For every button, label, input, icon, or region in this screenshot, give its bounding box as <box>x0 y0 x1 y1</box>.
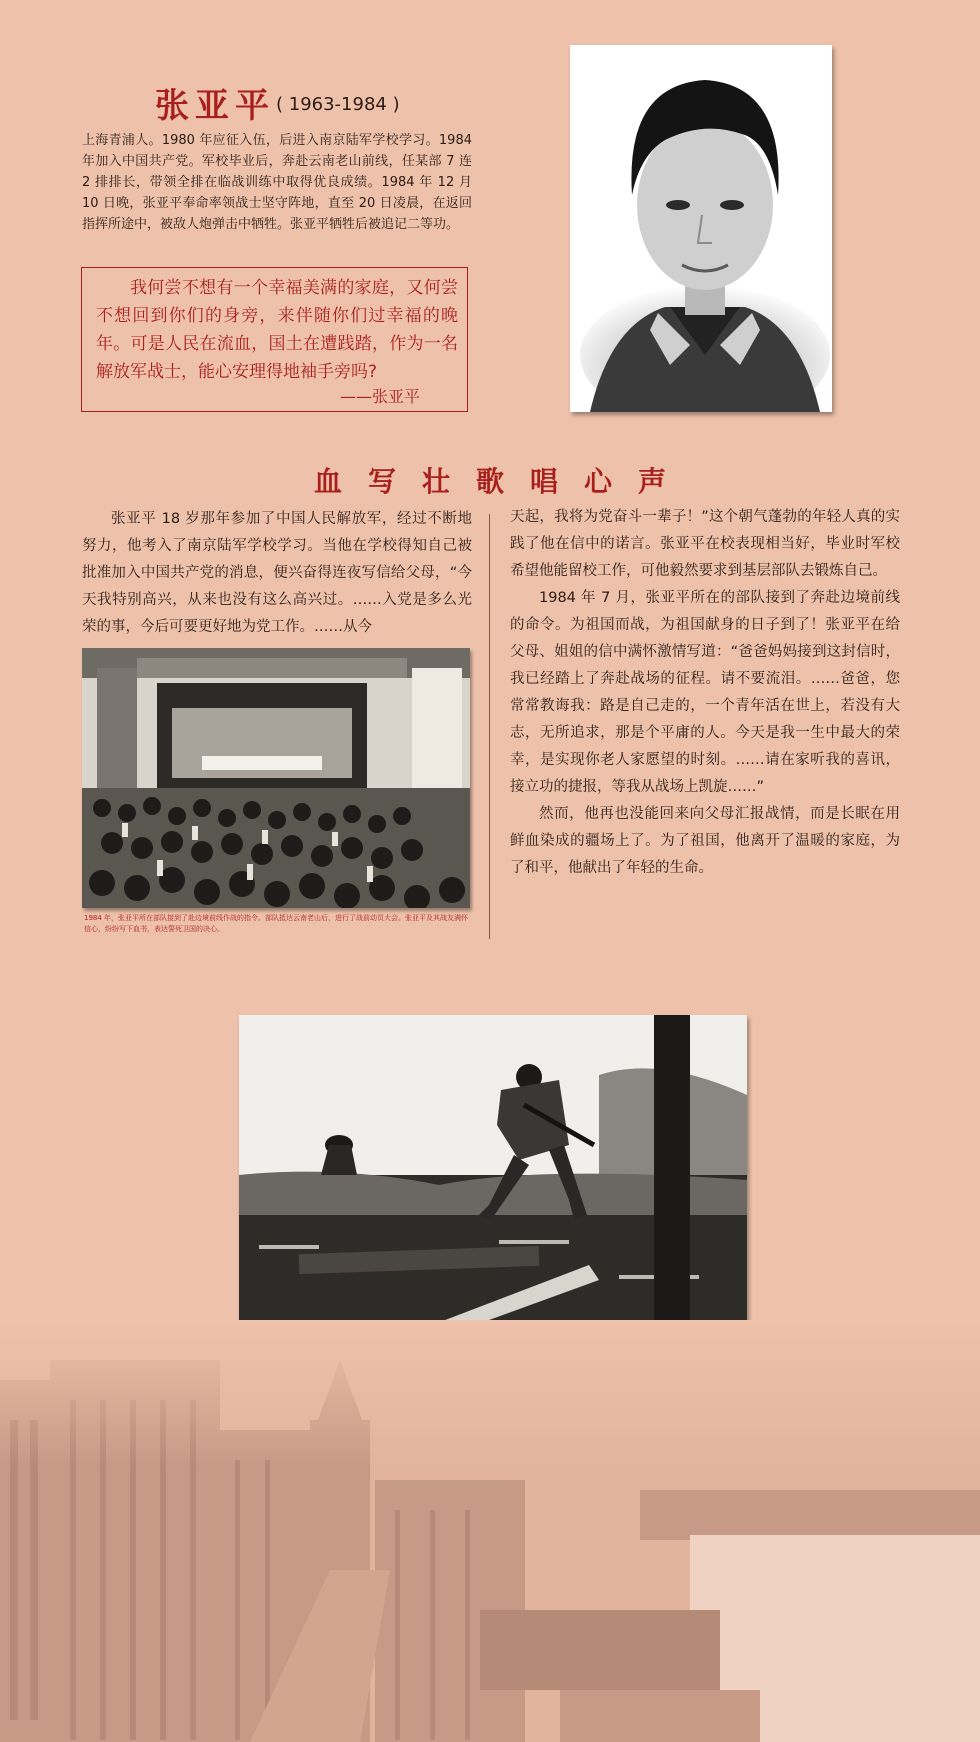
battle-photo <box>239 1015 747 1340</box>
right-paragraph-3: 然而，他再也没能回来向父母汇报战情，而是长眠在用鲜血染成的疆场上了。为了祖国，他离开了温暖的家庭，为了和平，他献出了年轻的生命。 <box>510 806 900 876</box>
meeting-photo-caption: 1984 年，张亚平所在部队接到了赴边境前线作战的指令。部队抵达云南老山后，进行了战前动员大会。张亚平及其战友满怀信心，纷纷写下血书，表达誓死卫国的决心。 <box>84 914 469 933</box>
column-divider <box>489 514 490 939</box>
life-dates: ( 1963-1984 ) <box>276 94 400 115</box>
meeting-photo <box>82 648 470 908</box>
right-column <box>510 504 900 882</box>
person-name: 张亚平 <box>155 86 275 126</box>
right-paragraph-2: 1984 年 7 月，张亚平所在的部队接到了奔赴边境前线的命令。为祖国而战，为祖国献身的日子到了！张亚平在给父母、姐姐的信中满怀激情写道：“爸爸妈妈接到这封信时，我已经踏上了奔赴战场的征程。请不要流泪。……爸爸，您常常教诲我：路是自己走的，一个青年活在世上，若没有大志，无所追求，那是个平庸的人。今天是我一生中最大的荣幸，是实现你老人家愿望的时刻。……请在家听我的喜讯，接立功的捷报，等我从战场上凯旋……” <box>510 590 900 795</box>
biography-text: 上海青浦人。1980 年应征入伍，后进入南京陆军学校学习。1984 年加入中国共产党。军校毕业后，奔赴云南老山前线，任某部 7 连 2 排排长，带领全排在临战训练中取得优良成绩。1984 年 12 月 10 日晚，张亚平奉命率领战士坚守阵地，直至 20 日凌晨，在返回指挥所途中，被敌人炮弹击中牺牲。张亚平牺牲后被追记二等功。 <box>82 133 472 232</box>
quote-signature: ——张亚平 <box>340 387 421 406</box>
left-column <box>82 506 472 641</box>
quote-text: 我何尝不想有一个幸福美满的家庭，又何尝不想回到你们的身旁，来伴随你们过幸福的晚年。可是人民在流血，国土在遭践踏，作为一名解放军战士，能心安理得地袖手旁吗? <box>96 278 458 382</box>
portrait-photo <box>570 45 832 412</box>
section-title: 血写壮歌唱心声 <box>313 465 692 498</box>
cityscape-background-image <box>0 1320 980 1742</box>
left-paragraph-1: 张亚平 18 岁那年参加了中国人民解放军，经过不断地努力，他考入了南京陆军学校学习。当他在学校得知自己被批准加入中国共产党的消息，便兴奋得连夜写信给父母，“今天我特别高兴，从来也没有这么高兴过。……入党是多么光荣的事，今后可要更好地为党工作。……从今 <box>82 511 472 635</box>
right-paragraph-1: 天起，我将为党奋斗一辈子！”这个朝气蓬勃的年轻人真的实践了他在信中的诺言。张亚平在校表现相当好，毕业时军校希望他能留校工作，可他毅然要求到基层部队去锻炼自己。 <box>510 509 900 579</box>
